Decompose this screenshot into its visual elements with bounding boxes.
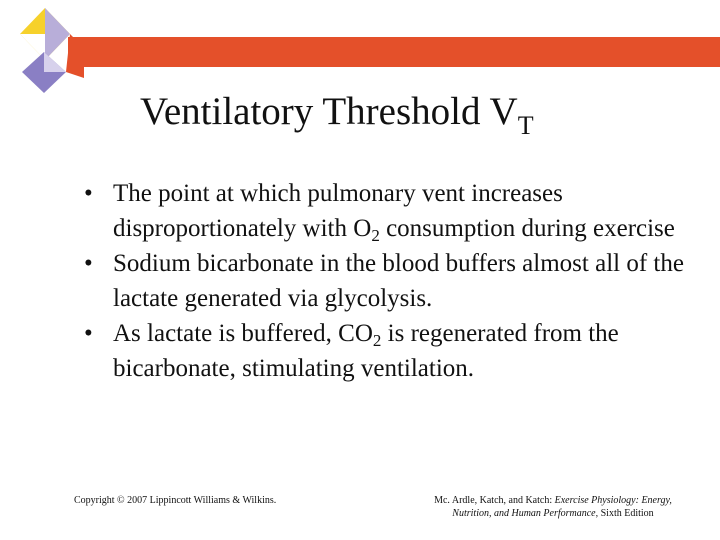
- copyright-footer: Copyright © 2007 Lippincott Williams & Wilkins.: [74, 495, 277, 506]
- slide-title-subscript: T: [517, 111, 534, 140]
- bullet-item: [84, 316, 704, 386]
- bullet-item: [84, 246, 704, 316]
- bullet-dot: •: [84, 320, 93, 347]
- slide-title-text: Ventilatory Threshold V: [140, 90, 518, 133]
- logo-lavender-diamond: [45, 8, 70, 60]
- citation-book-title-line2: Nutrition, and Human Performance,: [452, 508, 599, 519]
- bullet-subscript: 2: [372, 331, 382, 350]
- bullet-dot: •: [84, 250, 93, 277]
- citation-book-title-line1: Exercise Physiology: Energy,: [554, 495, 672, 506]
- citation-footer: [400, 494, 706, 520]
- header-accent-bar: [68, 37, 720, 67]
- bullet-dot: •: [84, 180, 93, 207]
- slide-title: [140, 86, 660, 152]
- bullet-text: The point at which pulmonary vent increases disproportionately with O: [113, 180, 563, 242]
- bullet-text-continued: is regenerated from the bicarbonate, stimulating ventilation.: [113, 320, 619, 382]
- citation-authors: Mc. Ardle, Katch, and Katch:: [434, 495, 555, 506]
- bullet-item: [84, 176, 704, 246]
- bullet-text: Sodium bicarbonate in the blood buffers almost all of the lactate generated via glycolysis.: [113, 250, 684, 312]
- logo-light-facet: [44, 52, 66, 72]
- bullet-list: [84, 176, 704, 386]
- bullet-text-continued: consumption during exercise: [379, 215, 675, 242]
- bullet-text: As lactate is buffered, CO: [113, 320, 373, 347]
- bullet-subscript: 2: [371, 226, 380, 245]
- citation-edition: Sixth Edition: [598, 508, 654, 519]
